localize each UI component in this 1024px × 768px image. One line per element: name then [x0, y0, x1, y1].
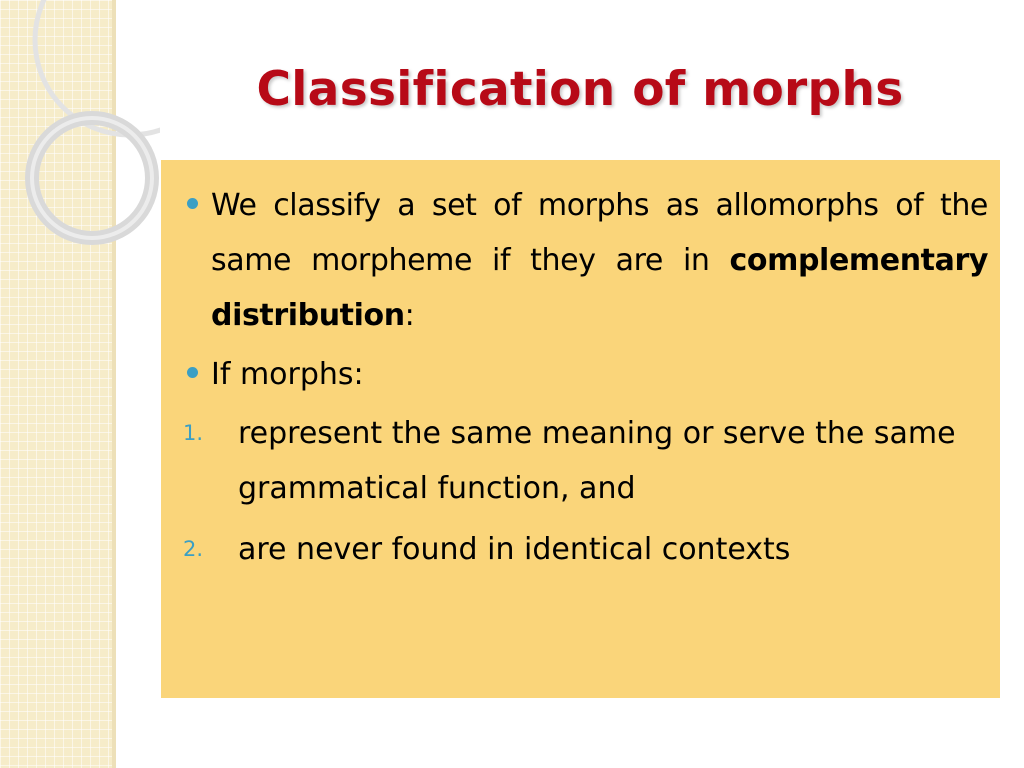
bullet-text: We classify a set of morphs as allomorphs of the same morpheme if they are in	[211, 188, 988, 278]
bullet-suffix: :	[404, 298, 415, 333]
decorative-grid-band	[0, 0, 113, 768]
content-box	[161, 160, 1000, 698]
number-marker: 2.	[183, 537, 204, 561]
bullet-item-if-morphs	[183, 347, 988, 402]
bullet-dot-icon	[187, 367, 198, 378]
numbered-item-2	[183, 522, 988, 577]
band-edge-divider	[112, 0, 116, 768]
bullet-item-classification	[183, 178, 988, 343]
numbered-item-text: are never found in identical contexts	[238, 532, 791, 567]
numbered-item-text: represent the same meaning or serve the same grammatical function, and	[238, 416, 956, 506]
numbered-item-1	[183, 406, 988, 516]
bullet-bold-term: complementary distribution	[211, 243, 988, 333]
bullet-dot-icon	[187, 198, 198, 209]
bullet-text: If morphs:	[211, 357, 364, 392]
slide-title: Classification of morphs	[256, 62, 904, 117]
number-marker: 1.	[183, 421, 204, 445]
